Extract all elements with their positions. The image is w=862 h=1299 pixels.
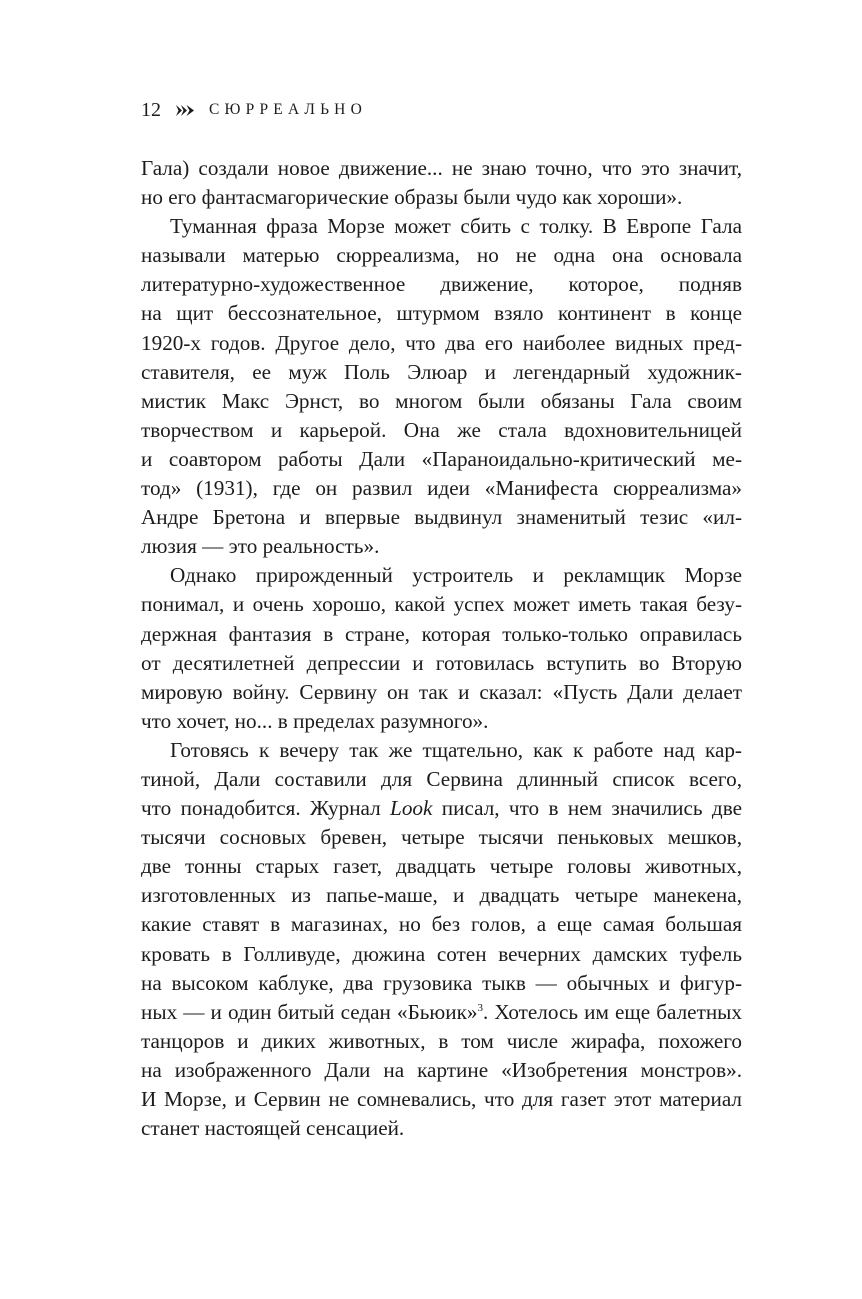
text-line: мировую войну. Сервину он так и сказал: «Пусть Дали делает <box>141 679 742 704</box>
text-line: Андре Бретона и впервые выдвинул знаменитый тезис «ил- <box>141 505 742 530</box>
footnote-mark[interactable]: 3 <box>477 1001 483 1014</box>
paragraph-4 <box>141 736 742 1143</box>
text-line: мистик Макс Эрнст, во многом были обязаны Гала своим <box>141 388 742 413</box>
text-line: кровать в Голливуде, дюжина сотен вечерних дамских туфель <box>141 941 742 966</box>
text-line: изготовленных из папье-маше, и двадцать четыре манекена, <box>141 883 742 908</box>
text-line: творчеством и карьерой. Она же стала вдохновительницей <box>141 417 742 442</box>
text-line: ставителя, ее муж Поль Элюар и легендарный художник- <box>141 359 742 384</box>
text-line: литературно-художественное движение, которое, подняв <box>141 272 742 297</box>
text-line: понимал, и очень хорошо, какой успех может иметь такая безу- <box>141 592 742 617</box>
text-line: и соавтором работы Дали «Параноидально-критический ме- <box>141 446 742 471</box>
text-line: тысячи сосновых бревен, четыре тысячи пеньковых мешков, <box>141 825 742 850</box>
text-fragment: писал, что в нем значились две <box>432 796 742 821</box>
text-line: называли матерью сюрреализма, но не одна она основала <box>141 243 742 268</box>
text-line: на высоком каблуке, два грузовика тыкв — обычных и фигур- <box>141 970 742 995</box>
text-line-with-italic <box>141 794 742 823</box>
paragraph-2 <box>141 212 742 561</box>
magazine-name: Look <box>390 796 433 821</box>
text-fragment: ных — и один битый седан «Бьюик» <box>141 999 478 1024</box>
text-fragment: . Хотелось им еще балетных <box>482 999 743 1024</box>
text-line: какие ставят в магазинах, но без голов, а еще самая большая <box>141 912 742 937</box>
text-line: но его фантасмагорические образы были чудо как хороши». <box>141 185 683 210</box>
fleuron-icon <box>175 104 195 117</box>
text-line: Готовясь к вечеру так же тщательно, как к работе над кар- <box>170 737 742 762</box>
page-number: 12 <box>141 99 161 121</box>
text-line: Гала) создали новое движение... не знаю точно, что это значит, <box>141 156 742 180</box>
text-fragment: что понадобится. Журнал <box>141 796 391 821</box>
paragraph-3 <box>141 561 742 736</box>
text-line: Однако прирожденный устроитель и рекламщик Морзе <box>170 563 742 588</box>
body-text <box>141 154 742 1143</box>
text-line: держная фантазия в стране, которая только-только оправилась <box>141 621 742 646</box>
text-line: И Морзе, и Сервин не сомневались, что для газет этот материал <box>141 1087 742 1111</box>
text-line: от десятилетней депрессии и готовилась вступить во Вторую <box>141 650 742 675</box>
text-line: 1920-х годов. Другое дело, что два его наиболее видных пред- <box>141 330 742 355</box>
text-line: на изображенного Дали на картине «Изобретения монстров». <box>141 1057 742 1082</box>
text-line: тиной, Дали составили для Сервина длинный список всего, <box>141 766 742 791</box>
text-line: на щит бессознательное, штурмом взяло континент в конце <box>141 301 742 326</box>
text-line: что хочет, но... в пределах разумного». <box>141 708 489 733</box>
text-line: две тонны старых газет, двадцать четыре головы животных, <box>141 854 742 879</box>
text-line: тод» (1931), где он развил идеи «Манифеста сюрреализма» <box>141 476 742 501</box>
paragraph-1 <box>141 154 742 212</box>
text-line: Туманная фраза Морзе может сбить с толку. В Европе Гала <box>170 214 742 239</box>
running-head <box>141 97 367 123</box>
running-title: СЮРРЕАЛЬНО <box>209 101 367 118</box>
text-line: станет настоящей сенсацией. <box>141 1116 405 1141</box>
text-line: люзия — это реальность». <box>141 534 380 559</box>
text-line-with-footnote <box>141 998 742 1027</box>
text-line: танцоров и диких животных, в том числе жирафа, похожего <box>141 1028 742 1053</box>
